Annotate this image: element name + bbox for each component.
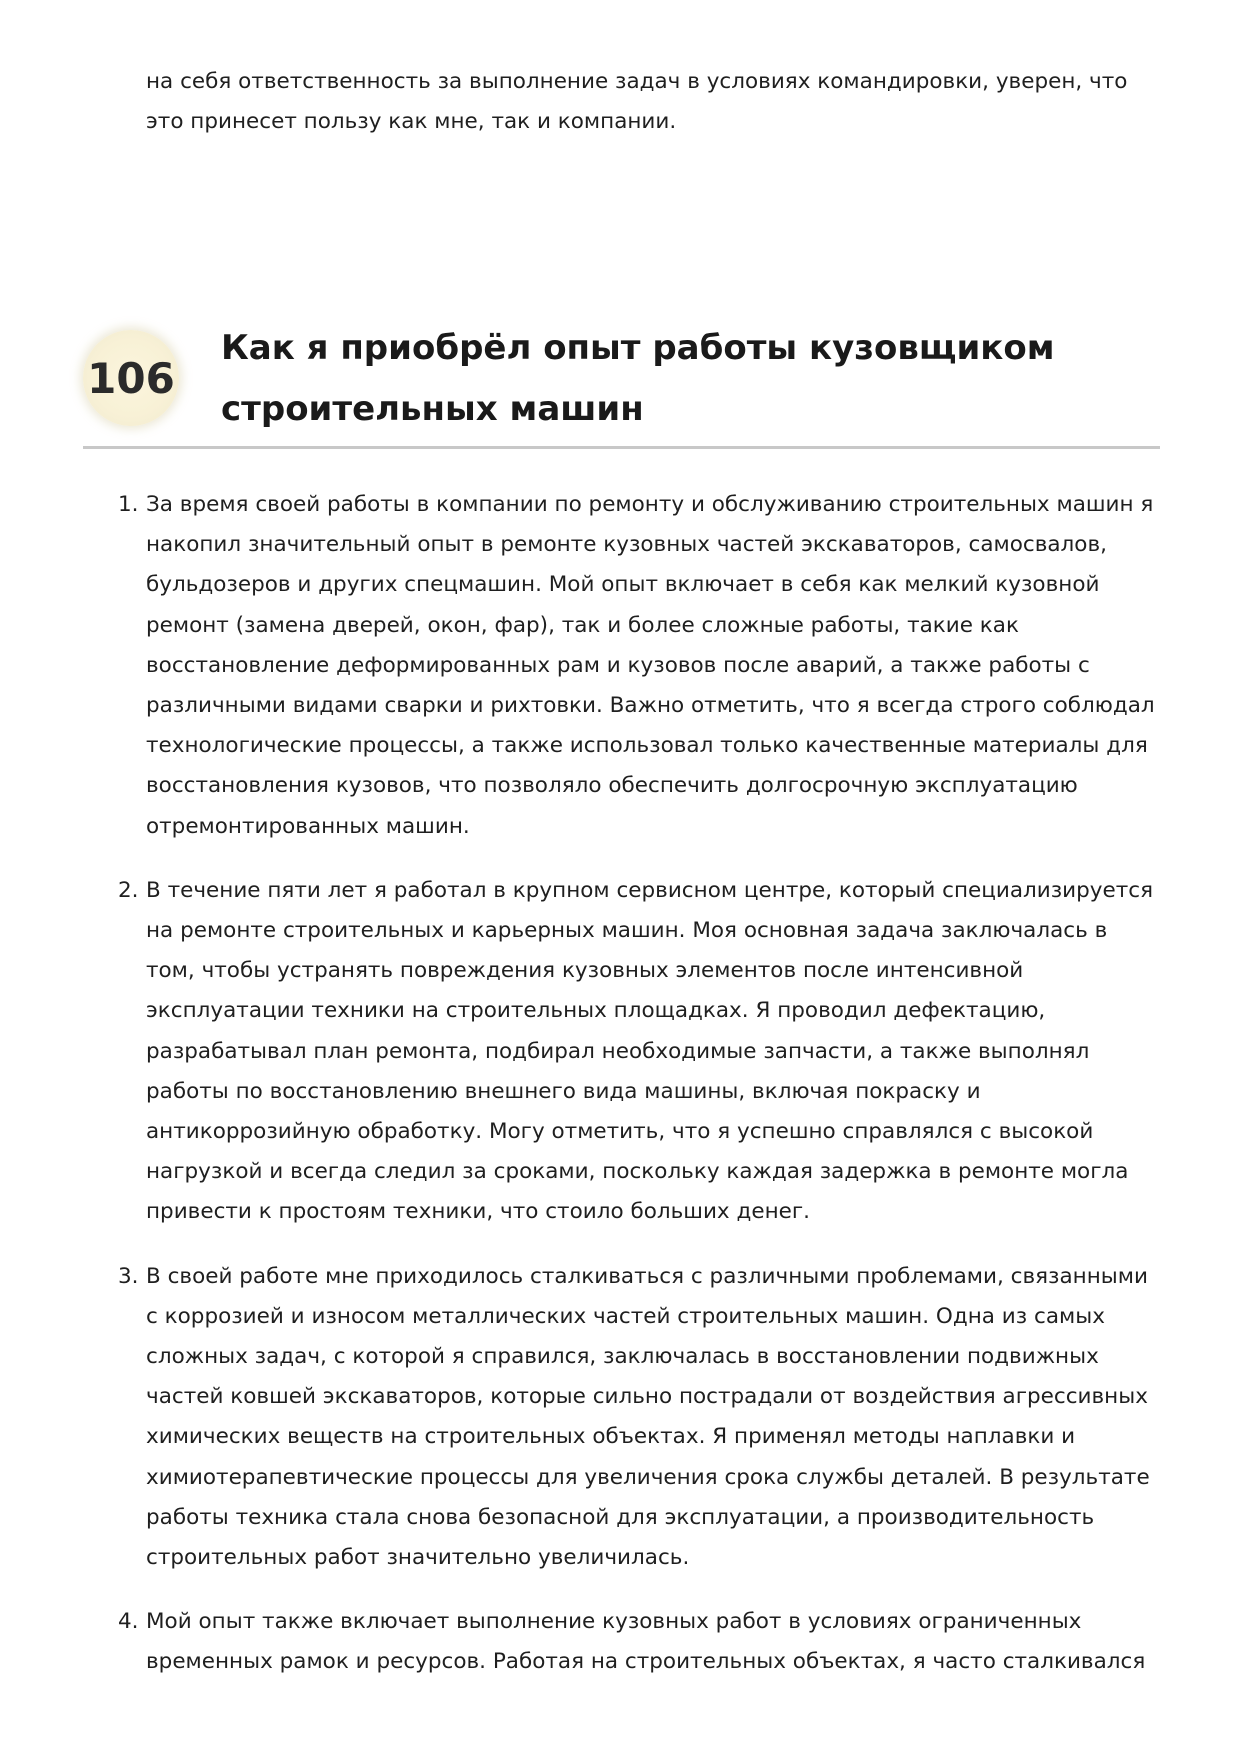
list-item-text: За время своей работы в компании по ремонту и обслуживанию строительных машин я накопил значительный опыт в ремонте кузовных частей экскаваторов, самосвалов, бульдозеров и других спецмашин. Мой опыт включает в себя как мелкий кузовной ремонт (замена дверей, окон, фар), так и более сложные работы, такие как восстановление деформированных рам и кузовов после аварий, а также работы с различными видами сварки и рихтовки. Важно отметить, что я всегда строго соблюдал технологические процессы, а также использовал только качественные материалы для восстановления кузовов, что позволяло обеспечить долгосрочную эксплуатацию отремонтированных машин. bbox=[146, 492, 1155, 839]
numbered-list bbox=[118, 485, 1158, 1707]
list-item-number: 3. bbox=[118, 1263, 139, 1289]
list-item bbox=[118, 871, 1158, 1233]
section-header bbox=[83, 318, 1160, 449]
list-item-text: В течение пяти лет я работал в крупном сервисном центре, который специализируется на ремонте строительных и карьерных машин. Моя основная задача заключалась в том, чтобы устранять повреждения кузовных элементов после интенсивной эксплуатации техники на строительных площадках. Я проводил дефектацию, разрабатывал план ремонта, подбирал необходимые запчасти, а также выполнял работы по восстановлению внешнего вида машины, включая покраску и антикоррозийную обработку. Могу отметить, что я успешно справлялся с высокой нагрузкой и всегда следил за сроками, поскольку каждая задержка в ремонте могла привести к простоям техники, что стоило больших денег. bbox=[146, 877, 1154, 1225]
list-item-number: 1. bbox=[118, 492, 139, 517]
section-title: Как я приобрёл опыт работы кузовщиком строительных машин bbox=[221, 328, 1055, 429]
list-item bbox=[118, 485, 1158, 847]
list-item-number: 4. bbox=[118, 1609, 139, 1635]
intro-paragraph: на себя ответственность за выполнение задач в условиях командировки, уверен, что это принесет пользу как мне, так и компании. bbox=[146, 69, 1128, 134]
list-item-text: В своей работе мне приходилось сталкиваться с различными проблемами, связанными с коррозией и износом металлических частей строительных машин. Одна из самых сложных задач, с которой я справился, заключалась в восстановлении подвижных частей ковшей экскаваторов, которые сильно пострадали от воздействия агрессивных химических веществ на строительных объектах. Я применял методы наплавки и химиотерапевтические процессы для увеличения срока службы деталей. В результате работы техника стала снова безопасной для эксплуатации, а производительность строительных работ значительно увеличилась. bbox=[146, 1263, 1150, 1571]
list-item bbox=[118, 1602, 1158, 1682]
list-item bbox=[118, 1257, 1158, 1579]
list-item-text: Мой опыт также включает выполнение кузовных работ в условиях ограниченных временных рамок и ресурсов. Работая на строительных объектах, я часто сталкивался bbox=[146, 1609, 1146, 1675]
list-item-number: 2. bbox=[118, 877, 139, 903]
section-number-badge: 106 bbox=[83, 330, 179, 426]
